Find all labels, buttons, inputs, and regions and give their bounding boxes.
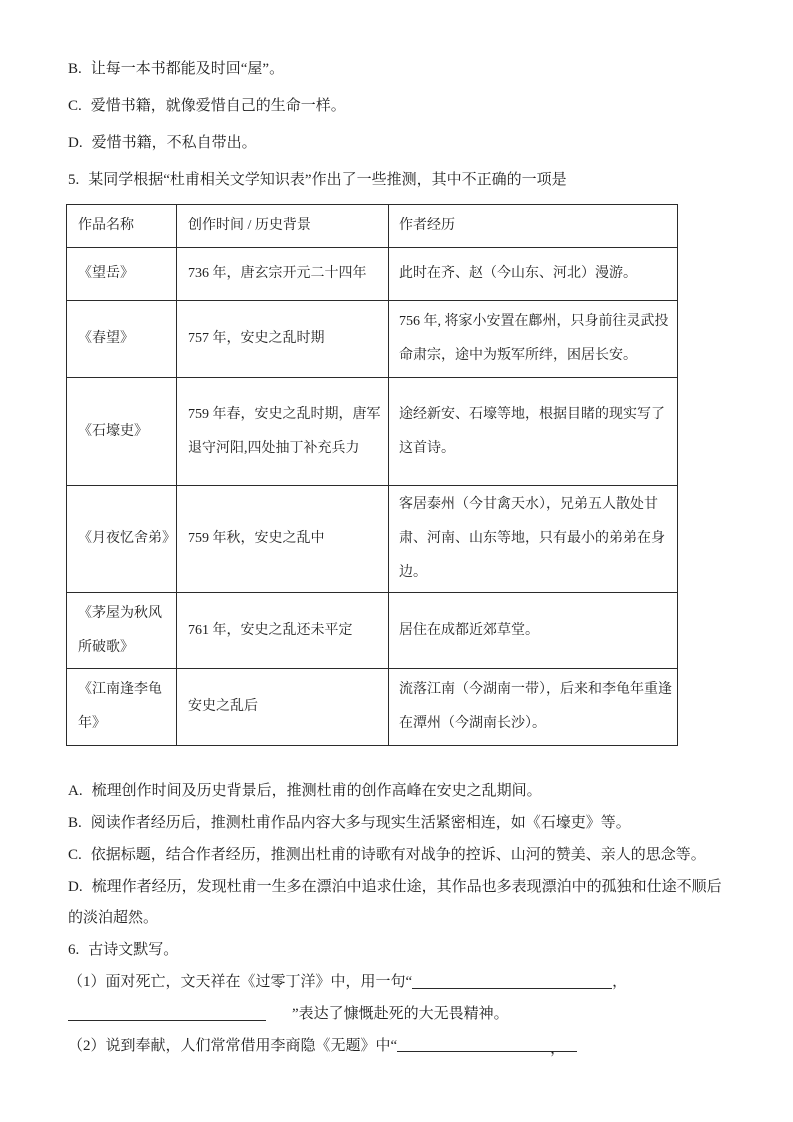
- option-label: C.: [68, 98, 82, 114]
- option-label: A.: [68, 783, 83, 799]
- cell-time: 736 年，唐玄宗开元二十四年: [177, 248, 389, 301]
- previous-question-options: [68, 54, 731, 195]
- answer-blank-2: [68, 1003, 266, 1021]
- prev-option-c: [68, 91, 731, 121]
- prev-option-b: [68, 54, 731, 84]
- question-stem-text: 古诗文默写。: [88, 942, 179, 958]
- cell-time: 761 年，安史之乱还未平定: [177, 593, 389, 669]
- option-label: B.: [68, 815, 82, 831]
- cell-title: 《月夜忆舍弟》: [67, 486, 177, 593]
- option-text: 梳理创作时间及历史背景后，推测杜甫的创作高峰在安史之乱期间。: [91, 783, 542, 799]
- cell-experience: 流落江南（今湖南一带），后来和李龟年重逢在潭州（今湖南长沙）。: [389, 669, 678, 746]
- option-label: D.: [68, 135, 83, 151]
- part1-prefix: （1）面对死亡，文天祥在《过零丁洋》中，用一句“: [68, 974, 413, 990]
- part2-comma-on-blank: ，: [550, 1041, 566, 1057]
- cell-title: 《江南逢李龟年》: [67, 669, 177, 746]
- cell-title: 《望岳》: [67, 248, 177, 301]
- header-author-experience: 作者经历: [389, 205, 678, 248]
- header-time-background: 创作时间 / 历史背景: [177, 205, 389, 248]
- cell-time: 757 年，安史之乱时期: [177, 301, 389, 378]
- question-number: 6.: [68, 942, 80, 958]
- prev-option-d: [68, 128, 731, 158]
- question-stem-text: 某同学根据“杜甫相关文学知识表”作出了一些推测，其中不正确的一项是: [88, 172, 567, 188]
- cell-time: 759 年春，安史之乱时期，唐军退守河阳,四处抽丁补充兵力: [177, 378, 389, 486]
- answer-blank-3: [397, 1034, 577, 1057]
- table-header-row: [67, 205, 678, 248]
- part1-comma: ，: [612, 974, 628, 990]
- option-text: 梳理作者经历，发现杜甫一生多在漂泊中追求仕途，其作品也多表现漂泊中的孤独和仕途不顺后的淡泊超然。: [68, 879, 722, 926]
- question6-stem: [68, 935, 731, 966]
- option-text: 爱惜书籍，不私自带出。: [91, 135, 257, 151]
- cell-experience: 客居泰州（今甘禽天水），兄弟五人散处甘肃、河南、山东等地，只有最小的弟弟在身边。: [389, 486, 678, 593]
- option-text: 阅读作者经历后，推测杜甫作品内容大多与现实生活紧密相连，如《石壕吏》等。: [90, 815, 631, 831]
- cell-experience: 途经新安、石壕等地，根据目睹的现实写了这首诗。: [389, 378, 678, 486]
- question6-part2-line: [68, 1031, 731, 1062]
- table-row-jiangnan: [67, 669, 678, 746]
- question-number: 5.: [68, 172, 80, 188]
- question6-part1-line1: [68, 967, 731, 998]
- table-row-yueye: [67, 486, 678, 593]
- question5-options: [68, 776, 731, 934]
- option-text: 爱惜书籍，就像爱惜自己的生命一样。: [90, 98, 346, 114]
- table-row-chunwang: [67, 301, 678, 378]
- part2-prefix: （2）说到奉献，人们常常借用李商隐《无题》中“: [68, 1038, 398, 1054]
- option-label: C.: [68, 847, 82, 863]
- dufu-literature-knowledge-table: [66, 204, 678, 746]
- cell-title: 《石壕吏》: [67, 378, 177, 486]
- table-row-maowu: [67, 593, 678, 669]
- option-label: B.: [68, 61, 82, 77]
- cell-time: 759 年秋，安史之乱中: [177, 486, 389, 593]
- question5-option-b: [68, 808, 731, 839]
- option-text: 依据标题，结合作者经历，推测出杜甫的诗歌有对战争的控诉、山河的赞美、亲人的思念等。: [90, 847, 706, 863]
- option-label: D.: [68, 879, 83, 895]
- question6-block: [68, 935, 731, 1062]
- header-work-title: 作品名称: [67, 205, 177, 248]
- table-row-shihaoli: [67, 378, 678, 486]
- cell-title: 《春望》: [67, 301, 177, 378]
- question5-option-c: [68, 840, 731, 871]
- cell-title: 《茅屋为秋风所破歌》: [67, 593, 177, 669]
- part1-suffix: ”表达了慷慨赴死的大无畏精神。: [292, 1006, 509, 1022]
- question5-stem: [68, 165, 731, 195]
- question5-option-d: [68, 872, 731, 934]
- cell-experience: 居住在成都近郊草堂。: [389, 593, 678, 669]
- option-text: 让每一本书都能及时回“屋”。: [90, 61, 285, 77]
- answer-blank-1: [412, 971, 612, 989]
- cell-experience: 756 年, 将家小安置在鄜州，只身前往灵武投命肃宗，途中为叛军所绊，困居长安。: [389, 301, 678, 378]
- question5-option-a: [68, 776, 731, 807]
- cell-time: 安史之乱后: [177, 669, 389, 746]
- table-row-wangyue: [67, 248, 678, 301]
- question6-part1-line2: [68, 999, 731, 1030]
- cell-experience: 此时在齐、赵（今山东、河北）漫游。: [389, 248, 678, 301]
